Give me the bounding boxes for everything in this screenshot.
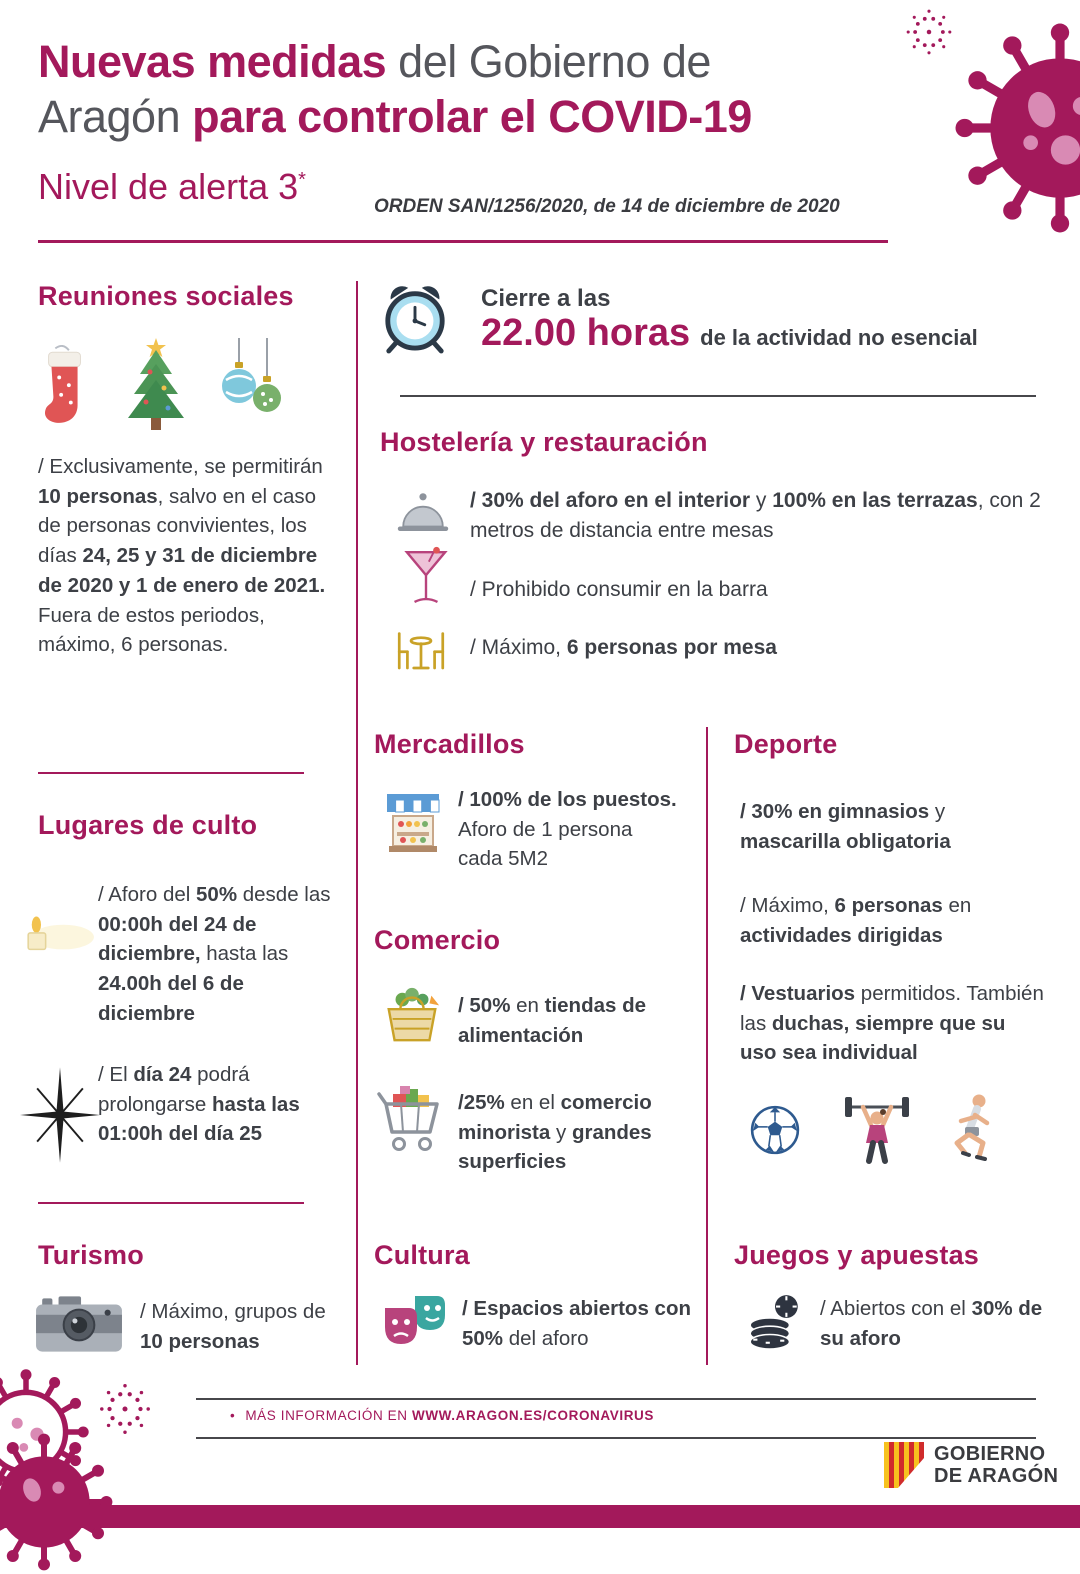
deporte-text-2: / Máximo, 6 personas en actividades dirigidas xyxy=(740,894,972,947)
juegos-text: / Abiertos con el 30% de su aforo xyxy=(820,1297,1043,1350)
section-title-hosteleria: Hostelería y restauración xyxy=(380,427,708,457)
page-title-plain-2: Aragón xyxy=(38,91,193,143)
alert-footnote-mark: * xyxy=(298,169,306,191)
order-reference: ORDEN SAN/1256/2020, de 14 de diciembre de 2020 xyxy=(374,196,840,217)
page-title xyxy=(38,34,918,145)
cocktail-icon xyxy=(404,546,448,610)
serving-dish-icon xyxy=(396,490,450,536)
grocery-basket-icon xyxy=(381,984,443,1048)
divider xyxy=(38,772,304,774)
footer-bullet: • xyxy=(230,1408,236,1423)
candle-icon xyxy=(22,912,96,958)
alarm-clock-icon xyxy=(381,280,449,354)
virus-icon xyxy=(0,1430,116,1574)
runner-icon xyxy=(939,1091,1001,1165)
page-title-accent-2: para controlar el COVID-19 xyxy=(192,91,752,143)
soccer-ball-icon xyxy=(749,1104,801,1156)
hosteleria-text-3: / Máximo, 6 personas por mesa xyxy=(470,636,777,659)
deporte-text-1: / 30% en gimnasios y mascarilla obligatoria xyxy=(740,800,951,853)
deporte-text-3: / Vestuarios permitidos. También las duchas, siempre que su uso sea individual xyxy=(740,982,1044,1065)
sparkle-star-icon xyxy=(20,1066,100,1164)
lugares-text-1: / Aforo del 50% desde las 00:00h del 24 de diciembre, hasta las 24.00h del 6 de diciembre xyxy=(98,883,331,1025)
alert-level: Nivel de alerta 3* xyxy=(38,166,306,207)
ornaments-icon xyxy=(218,338,288,434)
mercadillos-text: / 100% de los puestos. Aforo de 1 persona cada 5M2 xyxy=(458,788,677,871)
footer-info xyxy=(230,1408,654,1423)
camera-icon xyxy=(34,1292,124,1358)
section-title-cultura: Cultura xyxy=(374,1240,470,1270)
section-title-turismo: Turismo xyxy=(38,1240,144,1270)
page-title-accent-1: Nuevas medidas xyxy=(38,36,387,87)
header-rule xyxy=(38,240,888,243)
virus-icon xyxy=(950,18,1080,238)
aragon-flag-icon xyxy=(884,1442,924,1488)
lugares-text-2: / El día 24 podrá prolongarse hasta las 01:00h del día 25 xyxy=(98,1063,300,1146)
page-title-plain-1: del Gobierno de xyxy=(386,36,711,87)
table-and-chairs-icon xyxy=(392,626,450,672)
gobierno-de-aragon-logo xyxy=(884,1442,1058,1488)
bottom-accent-bar xyxy=(0,1505,1080,1528)
section-title-mercadillos: Mercadillos xyxy=(374,729,525,759)
shopping-cart-icon xyxy=(375,1080,443,1160)
stocking-icon xyxy=(36,344,94,434)
section-title-comercio: Comercio xyxy=(374,925,501,955)
comercio-text-2: /25% en el comercio minorista y grandes superficies xyxy=(458,1091,652,1174)
closing-intro: Cierre a las xyxy=(481,285,611,312)
closing-detail: de la actividad no esencial xyxy=(700,325,978,350)
section-title-lugares-de-culto: Lugares de culto xyxy=(38,810,258,840)
virus-dotted-icon xyxy=(903,6,955,58)
cultura-text: / Espacios abiertos con 50% del aforo xyxy=(462,1297,691,1350)
section-title-deporte: Deporte xyxy=(734,729,838,759)
market-stall-icon xyxy=(383,790,443,856)
divider xyxy=(196,1437,1036,1439)
poker-chips-icon xyxy=(745,1290,805,1350)
divider xyxy=(196,1398,1036,1400)
divider xyxy=(356,281,358,1365)
weightlifter-icon xyxy=(841,1091,913,1165)
closing-time-value: 22.00 horas xyxy=(481,312,691,354)
section-title-juegos: Juegos y apuestas xyxy=(734,1240,980,1270)
comercio-text-1: / 50% en tiendas de alimentación xyxy=(458,994,647,1047)
reuniones-text: / Exclusivamente, se permitirán 10 personas, salvo en el caso de personas convivientes, los días 24, 25 y 31 de diciembre de 2020 y 1 de enero de 2021. Fuera de estos periodos, máximo, 6 personas. xyxy=(38,455,326,657)
footer-info-url: WWW.ARAGON.ES/CORONAVIRUS xyxy=(412,1408,654,1423)
hosteleria-text-1: / 30% del aforo en el interior y 100% en las terrazas, con 2 metros de distancia entre mesas xyxy=(470,489,1041,543)
hosteleria-text-2: / Prohibido consumir en la barra xyxy=(470,578,768,601)
section-title-reuniones: Reuniones sociales xyxy=(38,281,294,311)
gobierno-logo-text: GOBIERNO DE ARAGÓN xyxy=(934,1442,1059,1487)
turismo-text: / Máximo, grupos de 10 personas xyxy=(140,1300,326,1353)
christmas-tree-icon xyxy=(120,336,192,434)
divider xyxy=(400,395,1036,397)
closing-time xyxy=(481,312,978,355)
theater-masks-icon xyxy=(381,1292,449,1352)
divider xyxy=(706,727,708,1365)
christmas-decorations xyxy=(36,330,316,434)
divider xyxy=(38,1202,304,1204)
footer-info-prefix: MÁS INFORMACIÓN EN xyxy=(245,1408,412,1423)
